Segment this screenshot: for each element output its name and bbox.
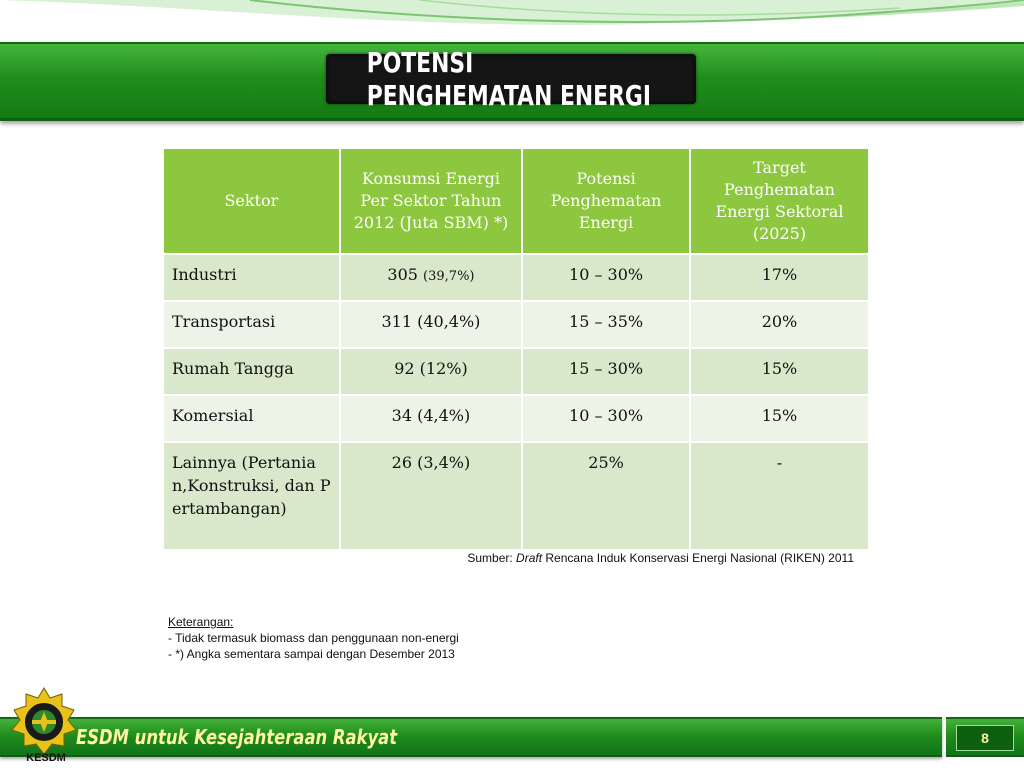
- cell-potensi: 15 – 30%: [522, 348, 690, 395]
- cell-sektor: Transportasi: [163, 301, 340, 348]
- cell-target: -: [690, 442, 869, 550]
- cell-konsumsi: 26 (3,4%): [340, 442, 522, 550]
- cell-target: 20%: [690, 301, 869, 348]
- title-banner: [0, 42, 1024, 121]
- page-title: POTENSI PENGHEMATAN ENERGI: [366, 46, 651, 112]
- table-row: [163, 348, 869, 395]
- table-row: [163, 442, 869, 550]
- notes-block: [168, 614, 459, 662]
- note-item: - Tidak termasuk biomass dan penggunaan non-energi: [168, 631, 459, 645]
- cell-potensi: 25%: [522, 442, 690, 550]
- header-konsumsi: Konsumsi Energi Per Sektor Tahun 2012 (Juta SBM) *): [340, 148, 522, 254]
- cell-sektor: Rumah Tangga: [163, 348, 340, 395]
- note-item: - *) Angka sementara sampai dengan Desember 2013: [168, 647, 455, 661]
- cell-potensi: 10 – 30%: [522, 254, 690, 301]
- cell-konsumsi-pct: (39,7%): [423, 269, 475, 284]
- cell-sektor: Industri: [163, 254, 340, 301]
- energy-savings-table: [162, 147, 870, 551]
- table-row: [163, 254, 869, 301]
- logo-label: KESDM: [26, 752, 66, 764]
- cell-sektor: Lainnya (Pertanian,Konstruksi, dan Pertambangan): [163, 442, 340, 550]
- top-decorative-swoosh: [0, 0, 1024, 40]
- cell-potensi: 10 – 30%: [522, 395, 690, 442]
- cell-konsumsi: [340, 254, 522, 301]
- cell-konsumsi: 34 (4,4%): [340, 395, 522, 442]
- page-number-box: [946, 717, 1024, 757]
- cell-konsumsi: 92 (12%): [340, 348, 522, 395]
- cell-target: 15%: [690, 395, 869, 442]
- source-rest: Rencana Induk Konservasi Energi Nasional (RIKEN) 2011: [542, 551, 854, 565]
- page-number: 8: [956, 725, 1014, 751]
- cell-konsumsi-value: 305: [387, 265, 418, 284]
- cell-target: 15%: [690, 348, 869, 395]
- footer-banner: [0, 717, 942, 757]
- header-potensi: Potensi Penghematan Energi: [522, 148, 690, 254]
- cell-konsumsi: 311 (40,4%): [340, 301, 522, 348]
- table-row: [163, 301, 869, 348]
- source-draft: Draft: [516, 551, 543, 565]
- table-header-row: [163, 148, 869, 254]
- header-target: Target Penghematan Energi Sektoral (2025): [690, 148, 869, 254]
- header-sektor: Sektor: [163, 148, 340, 254]
- cell-potensi: 15 – 35%: [522, 301, 690, 348]
- cell-sektor: Komersial: [163, 395, 340, 442]
- footer-tagline: ESDM untuk Kesejahteraan Rakyat: [76, 725, 398, 749]
- source-prefix: Sumber:: [467, 551, 517, 565]
- cell-target: 17%: [690, 254, 869, 301]
- source-citation: [420, 551, 854, 565]
- table-row: [163, 395, 869, 442]
- title-plate: [326, 46, 696, 112]
- notes-heading: Keterangan:: [168, 615, 234, 629]
